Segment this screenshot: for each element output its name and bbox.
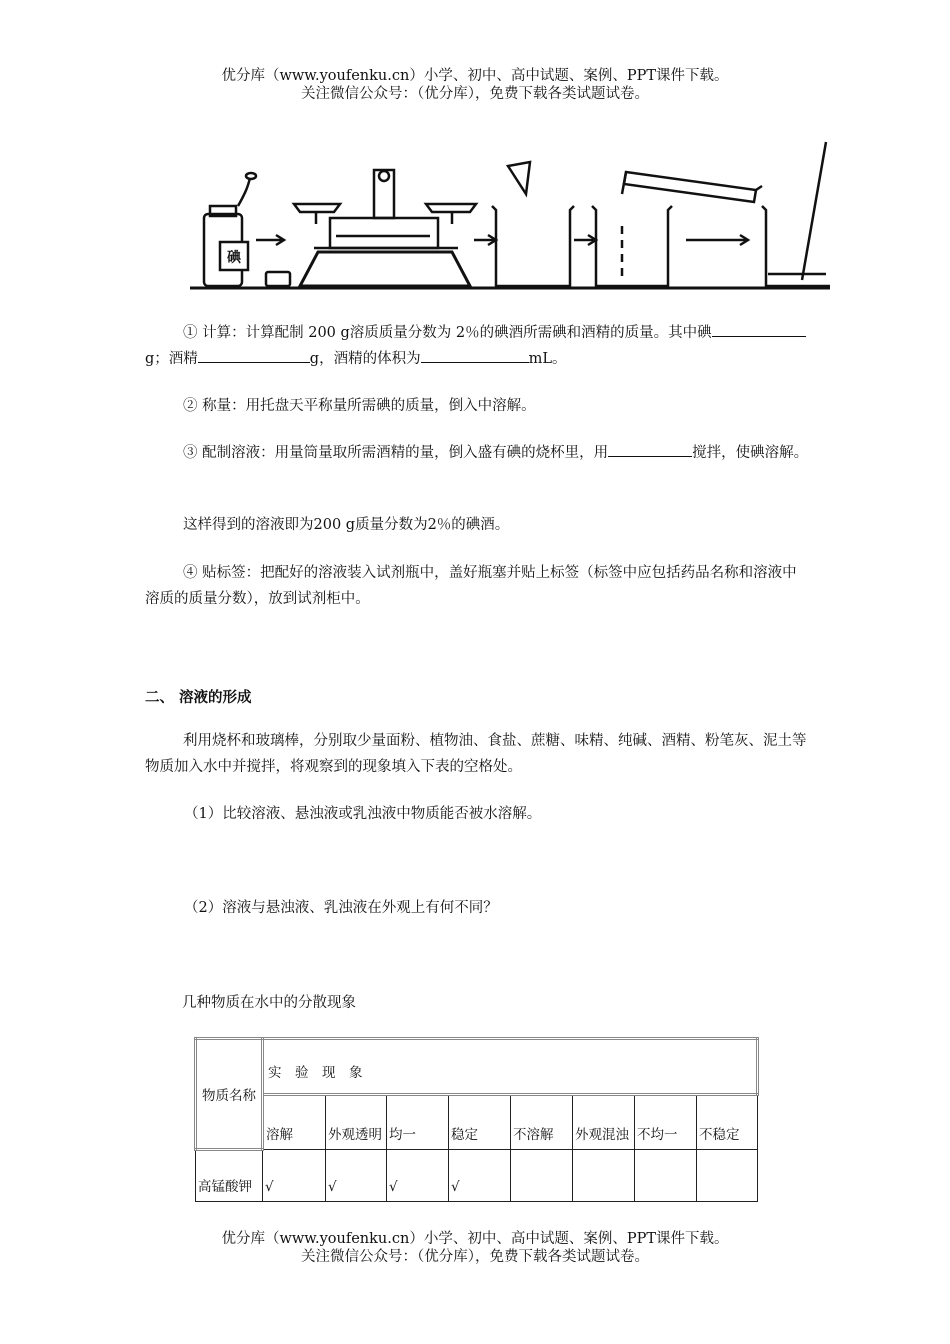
balance-icon [294, 170, 476, 286]
question-2: （2）溶液与悬浊液、乳浊液在外观上有何不同？ [184, 900, 498, 916]
glass-rod-icon [802, 142, 826, 280]
table-title: 几种物质在水中的分散现象 [182, 995, 356, 1011]
iodine-jar-icon [204, 173, 256, 286]
col-header: 不均一 [635, 1095, 697, 1150]
table-cell[interactable] [511, 1150, 573, 1202]
step-1-paragraph [145, 320, 810, 372]
col-header: 稳定 [449, 1095, 511, 1150]
step-2-paragraph: ② 称量：用托盘天平称量所需碘的质量，倒入中溶解。 [183, 398, 536, 414]
page-footer [0, 1230, 950, 1266]
dispersion-table [194, 1037, 759, 1202]
table-cell[interactable]: √ [449, 1150, 511, 1202]
beaker-icon [492, 206, 574, 286]
table-cell[interactable] [573, 1150, 635, 1202]
row-name: 高锰酸钾 [196, 1150, 263, 1202]
arrow-icon [686, 235, 748, 245]
measuring-cylinder-icon [622, 172, 762, 202]
table-cell[interactable]: √ [387, 1150, 449, 1202]
col-header: 均一 [387, 1095, 449, 1150]
step-3-text: ③ 配制溶液：用量筒量取所需酒精的量，倒入盛有碘的烧杯里，用 [183, 445, 609, 461]
weighing-paper-icon [508, 162, 530, 194]
step-1-text-c: g，酒精的体积为 [309, 351, 421, 367]
jar-label: 碘 [227, 250, 241, 266]
table-cell[interactable] [697, 1150, 758, 1202]
step-1-text: ① 计算：计算配制 200 g溶质质量分数为 2％的碘酒所需碘和酒精的质量。其中碘 [183, 325, 712, 341]
footer-line-2: 关注微信公众号：（优分库），免费下载各类试题试卷。 [301, 1249, 649, 1265]
step-3-text-b: 搅拌，使碘溶解。 [692, 445, 809, 461]
arrow-icon [574, 235, 596, 245]
step-4-paragraph: ④ 贴标签：把配好的溶液装入试剂瓶中，盖好瓶塞并贴上标签（标签中应包括药品名称和溶液中溶质的质量分数），放到试剂柜中。 [145, 565, 797, 607]
arrow-icon [474, 235, 496, 245]
page-header [0, 67, 950, 103]
header-line-1: 优分库（www.youfenku.cn）小学、初中、高中试题、案例、PPT课件下载。 [221, 68, 729, 84]
table-row [196, 1150, 758, 1202]
col-header: 不稳定 [697, 1095, 758, 1150]
step-1-text-b: g；酒精 [145, 351, 198, 367]
result-paragraph: 这样得到的溶液即为200 g质量分数为2％的碘酒。 [183, 517, 510, 533]
group-header: 实 验 现 象 [263, 1039, 758, 1095]
col-header: 外观混浊 [573, 1095, 635, 1150]
table-cell[interactable]: √ [263, 1150, 326, 1202]
beaker-icon [592, 206, 672, 286]
alcohol-mass-blank[interactable] [198, 348, 310, 363]
step-1-text-d: mL。 [528, 351, 567, 367]
column-header-row [196, 1095, 758, 1150]
iodine-mass-blank[interactable] [712, 322, 806, 337]
section-2-intro: 利用烧杯和玻璃棒，分别取少量面粉、植物油、食盐、蔗糖、味精、纯碱、酒精、粉笔灰、泥土等物质加入水中并搅拌，将观察到的现象填入下表的空格处。 [145, 733, 807, 775]
col-header: 溶解 [263, 1095, 326, 1150]
header-line-2: 关注微信公众号：（优分库），免费下载各类试题试卷。 [301, 86, 649, 102]
iodine-tincture-procedure-figure [190, 136, 830, 296]
stirring-tool-blank[interactable] [608, 442, 692, 457]
table-cell[interactable]: √ [326, 1150, 387, 1202]
weighing-dish-icon [266, 272, 290, 286]
table-cell[interactable] [635, 1150, 697, 1202]
step-3-paragraph [145, 440, 810, 466]
question-1: （1）比较溶液、悬浊液或乳浊液中物质能否被水溶解。 [184, 806, 542, 822]
col-header: 不溶解 [511, 1095, 573, 1150]
beaker-icon [762, 206, 830, 286]
name-header: 物质名称 [196, 1039, 263, 1150]
alcohol-volume-blank[interactable] [421, 348, 529, 363]
col-header: 外观透明 [326, 1095, 387, 1150]
arrow-icon [256, 235, 284, 245]
footer-line-1: 优分库（www.youfenku.cn）小学、初中、高中试题、案例、PPT课件下载。 [221, 1231, 729, 1247]
section-2-title: 二、 溶液的形成 [145, 690, 252, 706]
